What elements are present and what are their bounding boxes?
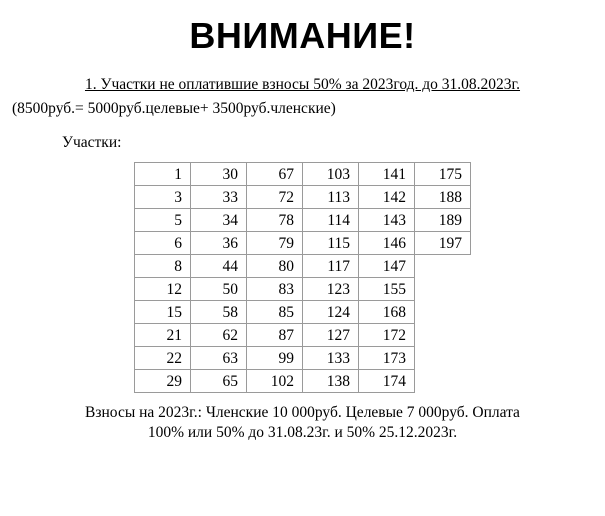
table-cell: 133 [303,347,359,370]
table-cell: 173 [359,347,415,370]
table-row [135,186,471,209]
table-cell: 78 [247,209,303,232]
table-row [135,347,471,370]
plots-table [134,162,471,393]
table-row [135,370,471,393]
table-cell [415,278,471,301]
table-cell: 3 [135,186,191,209]
table-cell: 174 [359,370,415,393]
table-cell [415,255,471,278]
table-cell: 127 [303,324,359,347]
table-cell: 15 [135,301,191,324]
table-cell [415,347,471,370]
table-cell: 103 [303,163,359,186]
table-cell: 85 [247,301,303,324]
table-cell: 29 [135,370,191,393]
table-row [135,163,471,186]
notice-paragraph-1 [0,76,605,94]
table-cell: 124 [303,301,359,324]
table-cell: 34 [191,209,247,232]
table-cell: 123 [303,278,359,301]
plots-label: Участки: [62,134,122,151]
table-cell: 21 [135,324,191,347]
table-cell [415,324,471,347]
table-cell: 113 [303,186,359,209]
table-row [135,301,471,324]
plots-table-wrap [0,162,605,393]
table-row [135,209,471,232]
table-cell: 1 [135,163,191,186]
table-cell: 155 [359,278,415,301]
table-row [135,324,471,347]
notice-paragraph-1-text: 1. Участки не оплатившие взносы 50% за 2023год. до 31.08.2023г. [84,76,521,93]
table-cell: 44 [191,255,247,278]
table-cell: 6 [135,232,191,255]
table-cell: 87 [247,324,303,347]
table-cell: 175 [415,163,471,186]
table-cell: 115 [303,232,359,255]
table-cell: 188 [415,186,471,209]
table-cell: 72 [247,186,303,209]
table-cell: 141 [359,163,415,186]
table-cell: 62 [191,324,247,347]
footer-line-2: 100% или 50% до 31.08.23г. и 50% 25.12.2023г. [147,424,458,441]
table-row [135,232,471,255]
table-row [135,255,471,278]
table-cell: 147 [359,255,415,278]
table-cell: 143 [359,209,415,232]
table-cell: 5 [135,209,191,232]
page-title: ВНИМАНИЕ! [189,15,416,56]
table-cell [415,301,471,324]
table-cell: 33 [191,186,247,209]
table-cell: 114 [303,209,359,232]
table-cell: 102 [247,370,303,393]
table-cell: 8 [135,255,191,278]
table-row [135,278,471,301]
table-cell: 58 [191,301,247,324]
table-cell: 30 [191,163,247,186]
table-cell: 168 [359,301,415,324]
footer-note [0,403,605,443]
table-cell: 99 [247,347,303,370]
table-cell: 117 [303,255,359,278]
table-cell: 197 [415,232,471,255]
table-cell: 79 [247,232,303,255]
table-cell: 65 [191,370,247,393]
table-cell: 146 [359,232,415,255]
document-page [0,14,605,516]
table-cell [415,370,471,393]
table-cell: 36 [191,232,247,255]
table-cell: 80 [247,255,303,278]
footer-line-1: Взносы на 2023г.: Членские 10 000руб. Целевые 7 000руб. Оплата [85,404,520,421]
table-cell: 83 [247,278,303,301]
table-cell: 22 [135,347,191,370]
table-cell: 50 [191,278,247,301]
table-cell: 142 [359,186,415,209]
notice-paragraph-2: (8500руб.= 5000руб.целевые+ 3500руб.членские) [12,100,336,117]
table-cell: 172 [359,324,415,347]
table-cell: 63 [191,347,247,370]
table-cell: 12 [135,278,191,301]
table-cell: 189 [415,209,471,232]
table-cell: 138 [303,370,359,393]
table-cell: 67 [247,163,303,186]
